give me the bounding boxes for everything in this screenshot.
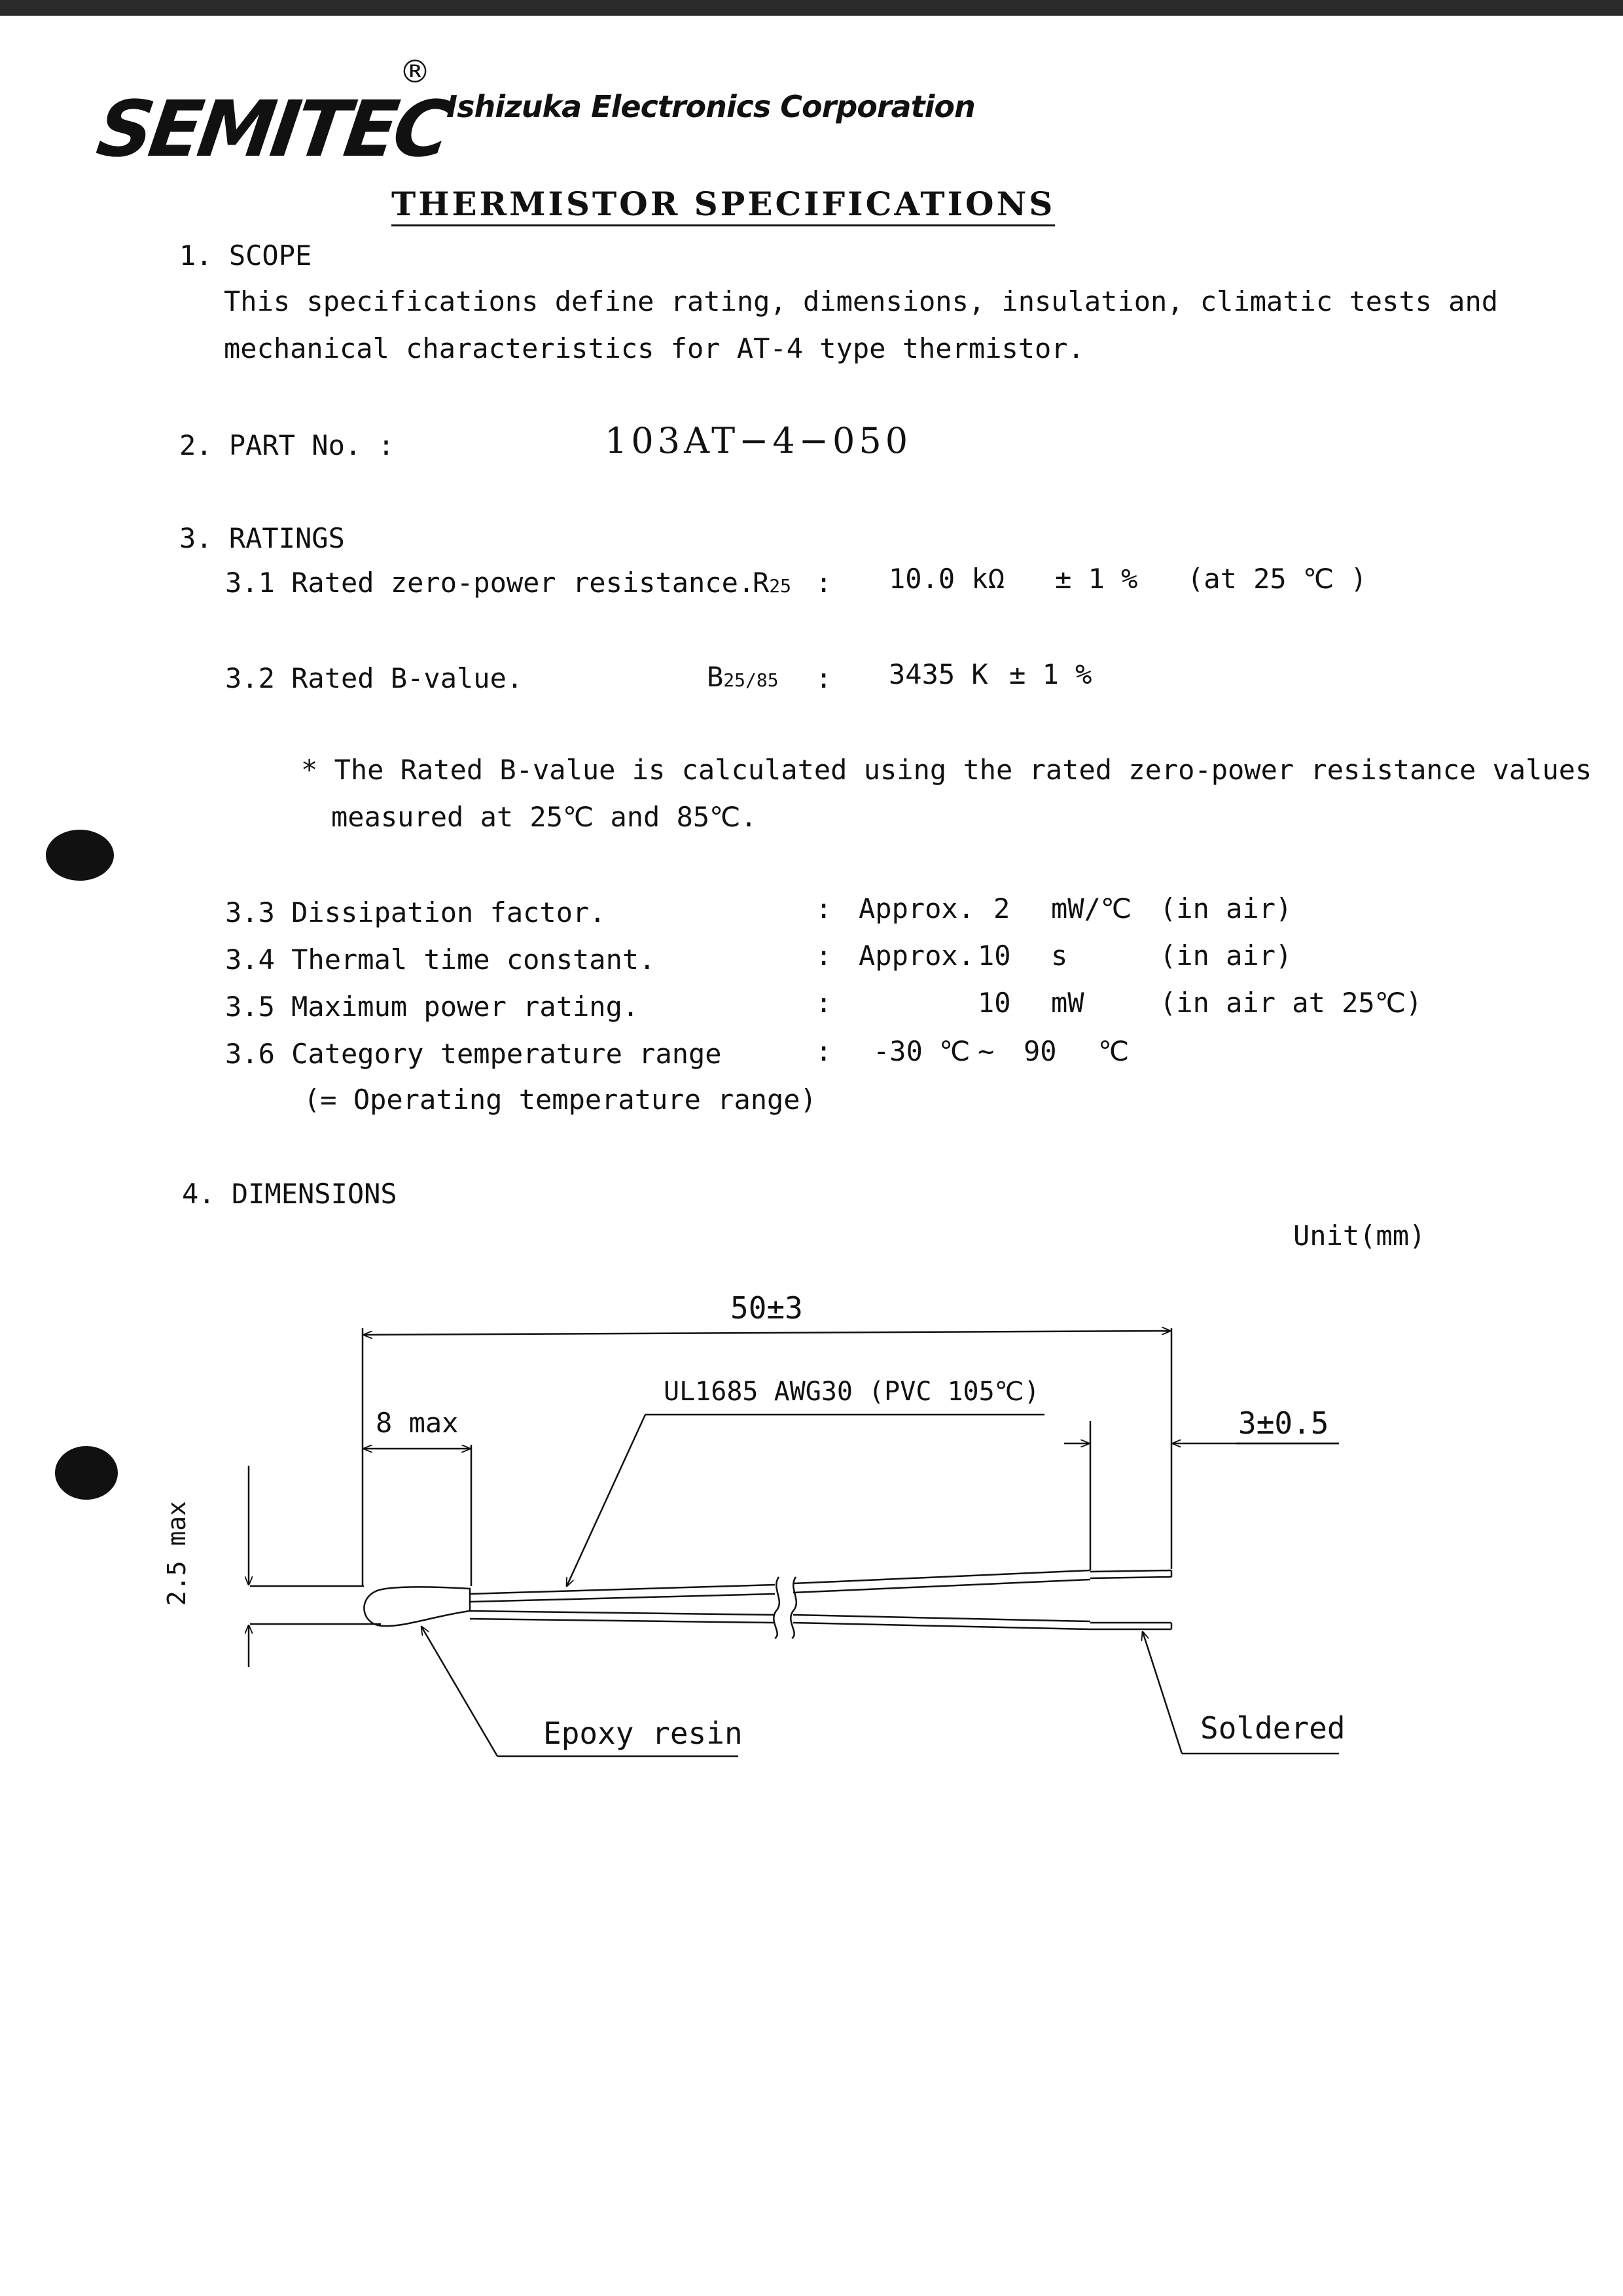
rating-3-3-condition: (in air): [1160, 892, 1293, 925]
wire-upper-a-top: [470, 1585, 775, 1594]
rating-3-4-colon: :: [815, 940, 832, 972]
rating-3-1-value: 10.0 kΩ: [889, 563, 1005, 595]
wire-break-left: [774, 1577, 779, 1638]
overall-length-label: 50±3: [730, 1290, 803, 1326]
punch-hole-upper: [46, 830, 114, 881]
rating-3-5-unit: mW: [1051, 987, 1084, 1019]
epoxy-resin-label: Epoxy resin: [543, 1716, 743, 1751]
rating-3-6-max: 90: [1024, 1035, 1057, 1067]
company-name: Ishizuka Electronics Corporation: [446, 89, 975, 124]
rating-3-4-label: 3.4 Thermal time constant.: [225, 944, 656, 976]
rating-3-6-label: 3.6 Category temperature range: [225, 1038, 722, 1070]
stripped-end-upper-top: [1090, 1570, 1171, 1572]
wire-spec-label: UL1685 AWG30 (PVC 105℃): [664, 1377, 1040, 1407]
part-number: 103AT−4−050: [605, 420, 912, 461]
rating-3-1-tolerance: ± 1 %: [1055, 563, 1138, 595]
rating-3-2-colon: :: [815, 662, 832, 694]
thermistor-bead: [364, 1587, 470, 1626]
rating-3-1-symbol: R25: [753, 567, 792, 599]
rating-3-6-tilde: ~: [978, 1035, 995, 1067]
wire-upper-a-bottom: [470, 1594, 775, 1602]
scope-text-line-2: mechanical characteristics for AT-4 type thermistor.: [224, 332, 1084, 364]
wire-break-right: [791, 1577, 796, 1638]
rating-3-4-unit: s: [1051, 940, 1068, 972]
b-value-note-line-2: measured at 25℃ and 85℃.: [331, 801, 757, 833]
rating-3-4-approx: Approx.: [859, 940, 975, 972]
rating-3-2-symbol: B25/85: [707, 661, 779, 693]
rating-3-2-tolerance: ± 1 %: [1009, 658, 1092, 690]
unit-label: Unit(mm): [1293, 1220, 1426, 1252]
epoxy-leader: [421, 1627, 497, 1756]
rating-3-5-value: 10: [978, 987, 1011, 1019]
rating-3-3-approx: Approx.: [859, 892, 975, 925]
overall-length-dim-line: [364, 1331, 1170, 1335]
rating-3-1-label: 3.1 Rated zero-power resistance.: [225, 567, 755, 599]
scope-text-line-1: This specifications define rating, dimensions, insulation, climatic tests and: [224, 285, 1499, 317]
b-value-note-line-1: * The Rated B-value is calculated using the rated zero-power resistance values: [301, 754, 1592, 786]
rating-3-4-condition: (in air): [1160, 940, 1293, 972]
wire-lower-b-bottom: [793, 1623, 1090, 1629]
rating-3-3-label: 3.3 Dissipation factor.: [225, 896, 606, 928]
rating-3-3-colon: :: [815, 892, 832, 925]
rating-3-6-min: -30 ℃: [873, 1035, 971, 1067]
rating-3-5-condition: (in air at 25℃): [1160, 987, 1423, 1019]
strip-length-label: 3±0.5: [1238, 1405, 1329, 1441]
head-length-label: 8 max: [376, 1407, 459, 1439]
rating-3-4-value: 10: [978, 940, 1011, 972]
rating-3-1-condition: (at 25 ℃ ): [1187, 563, 1367, 595]
rating-3-6-unit: ℃: [1098, 1035, 1130, 1067]
page-title: THERMISTOR SPECIFICATIONS: [391, 185, 1055, 226]
rating-3-5-colon: :: [815, 987, 832, 1019]
wire-lower-b-top: [793, 1615, 1090, 1621]
stripped-end-upper-bottom: [1090, 1577, 1171, 1578]
punch-hole-lower: [55, 1446, 118, 1500]
wire-spec-leader: [567, 1415, 645, 1586]
rating-3-1-colon: :: [815, 567, 832, 599]
rating-3-3-unit: mW/℃: [1051, 892, 1132, 925]
soldered-label: Soldered: [1200, 1710, 1346, 1746]
wire-lower-a-top: [470, 1611, 775, 1615]
rating-3-2-label: 3.2 Rated B-value.: [225, 662, 524, 694]
diameter-label: 2.5 max: [162, 1501, 191, 1606]
rating-3-2-value: 3435 K: [889, 658, 988, 690]
scope-heading: 1. SCOPE: [179, 239, 312, 272]
rating-3-3-value: 2: [993, 892, 1010, 925]
soldered-leader: [1143, 1632, 1182, 1754]
ratings-heading: 3. RATINGS: [179, 522, 345, 554]
rating-3-5-label: 3.5 Maximum power rating.: [225, 991, 639, 1023]
registered-mark: ®: [399, 54, 431, 90]
rating-3-6-colon: :: [815, 1035, 832, 1067]
semitec-logo: SEMITEC: [92, 84, 454, 174]
part-label: 2. PART No. :: [179, 429, 395, 461]
rating-3-6-sublabel: (= Operating temperature range): [304, 1084, 817, 1116]
wire-lower-a-bottom: [470, 1619, 775, 1623]
dimensions-heading: 4. DIMENSIONS: [182, 1178, 397, 1210]
